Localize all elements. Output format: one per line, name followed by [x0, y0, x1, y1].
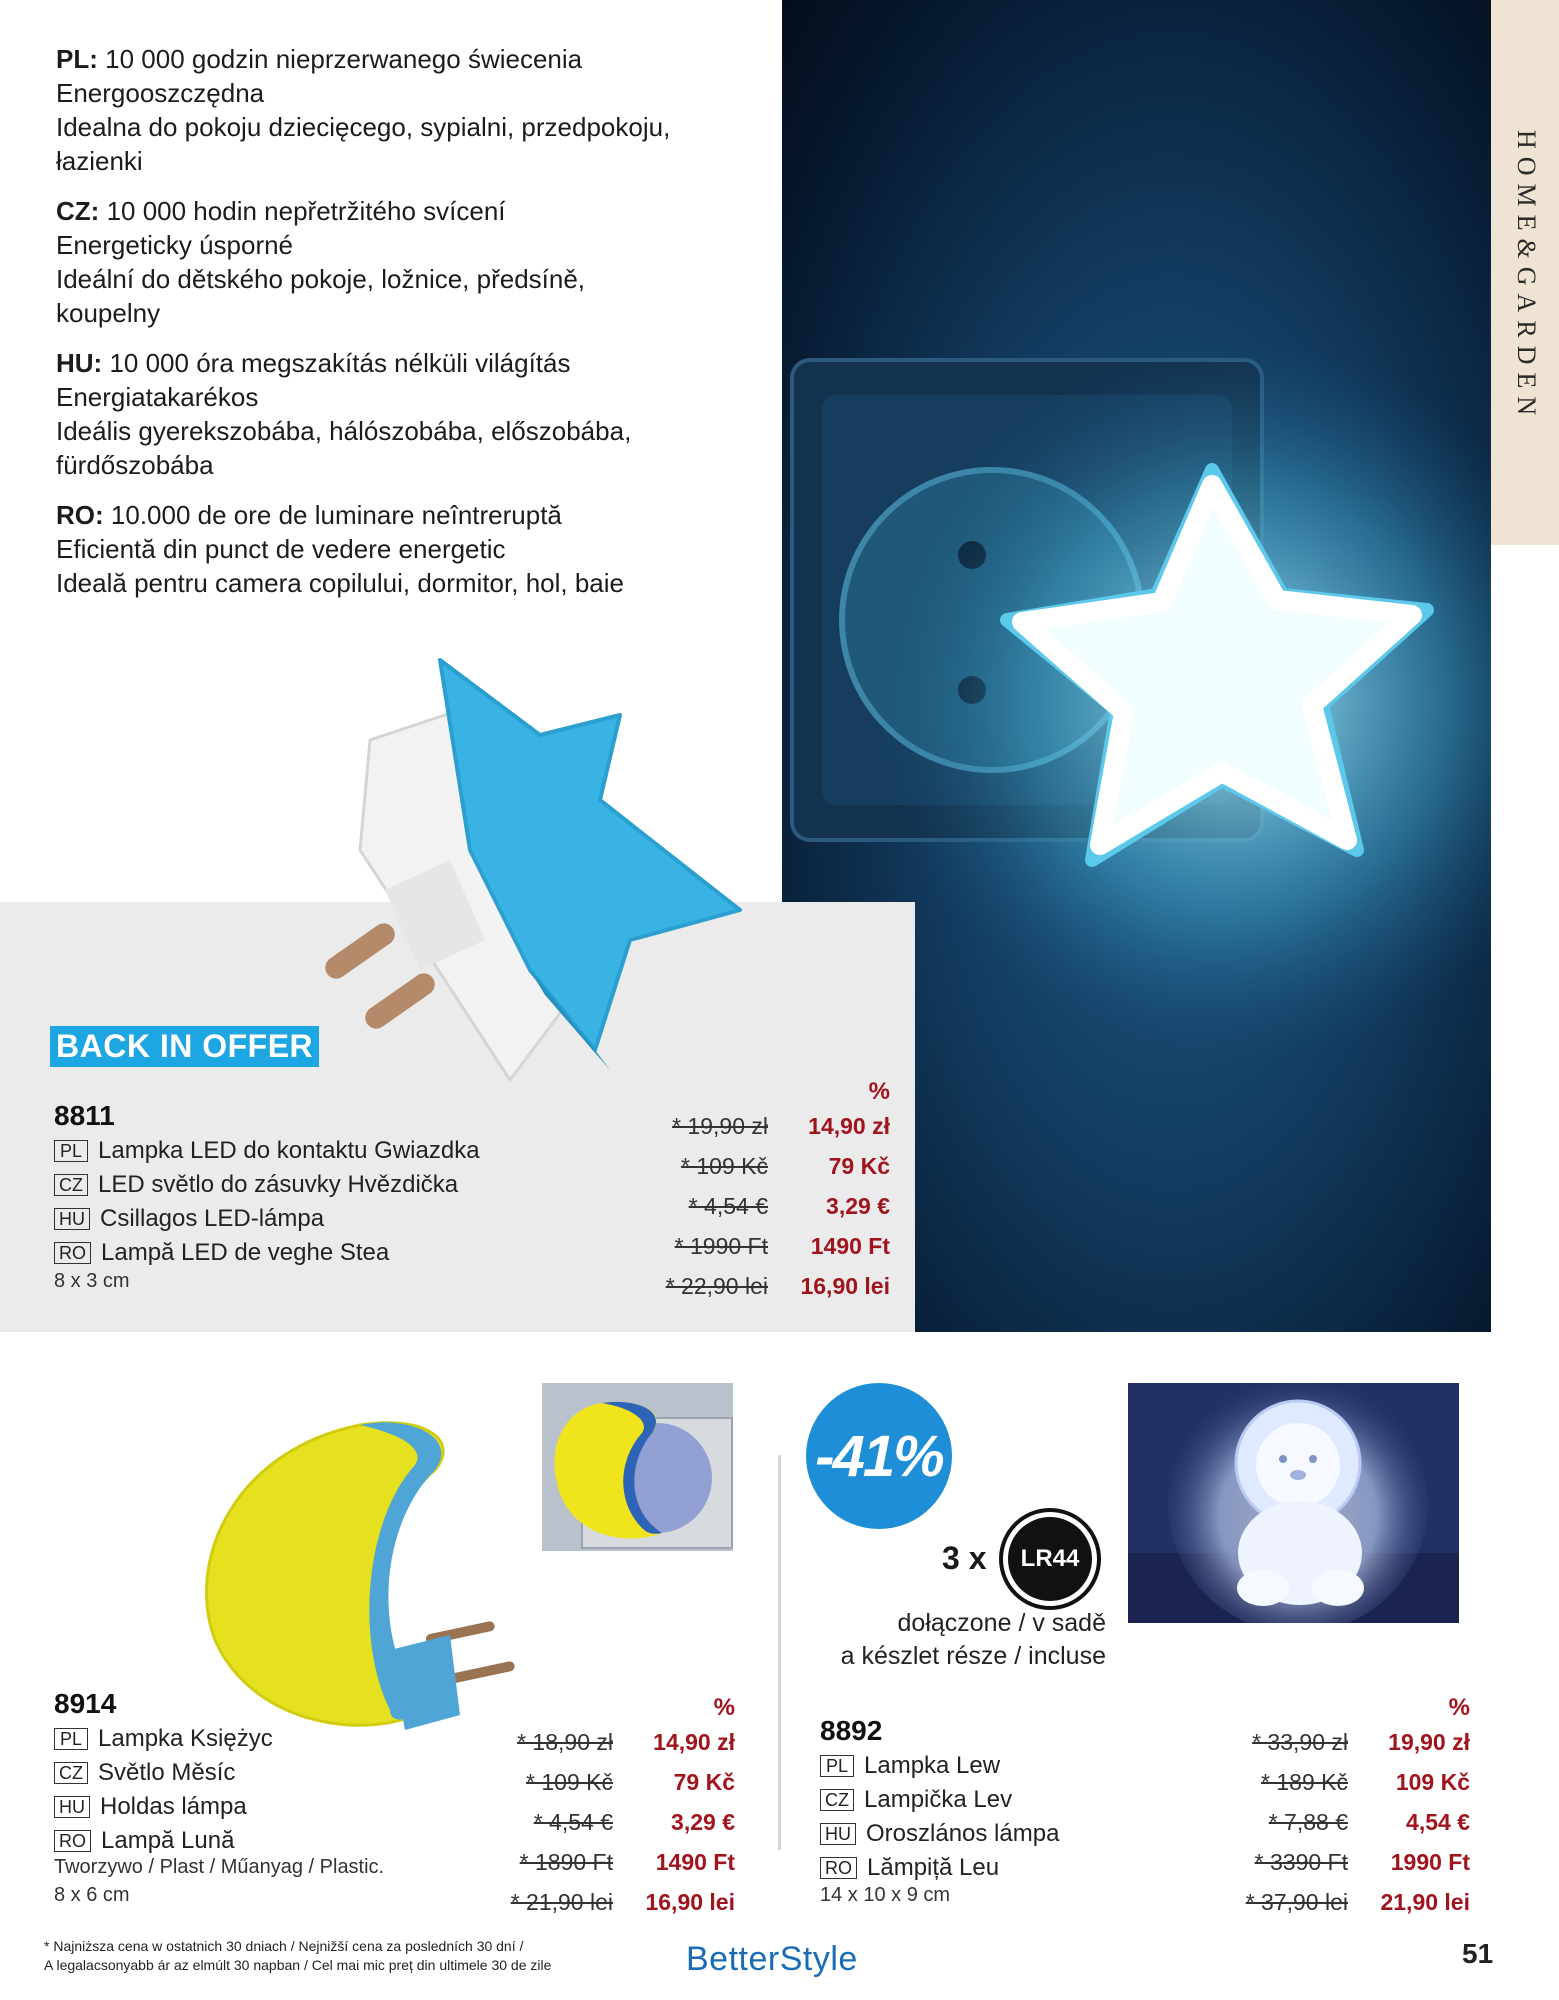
old-price: * 4,54 € — [533, 1809, 613, 1835]
product-code: 8811 — [54, 1100, 115, 1131]
price-row — [465, 1842, 735, 1882]
old-price: * 37,90 lei — [1245, 1889, 1348, 1915]
lang-box-hu: HU — [54, 1796, 90, 1818]
new-price: 14,90 zł — [653, 1729, 735, 1755]
price-row — [620, 1266, 890, 1306]
price-row — [465, 1722, 735, 1762]
lang-box-ro: RO — [54, 1242, 91, 1264]
description-line: 10.000 de ore de luminare neîntreruptă — [110, 500, 562, 530]
price-row — [465, 1802, 735, 1842]
lang-box-hu: HU — [820, 1823, 856, 1845]
product-name: Oroszlános lámpa — [866, 1820, 1060, 1847]
description-line: Energooszczędna — [56, 78, 265, 108]
price-row — [1200, 1762, 1470, 1802]
product-dimensions: 14 x 10 x 9 cm — [820, 1884, 951, 1906]
battery-note — [820, 1607, 1106, 1673]
description-line: Energiatakarékos — [56, 382, 259, 412]
moon-lamp-in-socket-illustration — [542, 1383, 733, 1551]
new-price: 1490 Ft — [655, 1849, 735, 1875]
product-name: Lampă Lună — [101, 1827, 235, 1854]
product-name: Holdas lámpa — [100, 1793, 247, 1820]
product-name: Csillagos LED-lámpa — [100, 1205, 325, 1232]
product-name-row — [54, 1202, 480, 1236]
old-price: * 1890 Ft — [519, 1849, 613, 1875]
new-price: 16,90 lei — [645, 1889, 735, 1915]
description-line: Idealna do pokoju dziecięcego, sypialni, przedpokoju, łazienki — [56, 112, 671, 176]
product-name: Lampka LED do kontaktu Gwiazdka — [98, 1137, 480, 1164]
product-names — [54, 1722, 273, 1858]
old-price: * 1990 Ft — [674, 1233, 768, 1259]
price-table — [620, 1078, 890, 1306]
lang-label-hu: HU: — [56, 348, 103, 378]
product-name: Lampka Lew — [864, 1752, 1001, 1779]
old-price: * 189 Kč — [1261, 1769, 1348, 1795]
price-row — [465, 1882, 735, 1922]
lang-box-ro: RO — [54, 1830, 91, 1852]
old-price: * 109 Kč — [526, 1769, 613, 1795]
price-row — [620, 1186, 890, 1226]
product-description — [56, 42, 696, 616]
column-divider — [778, 1455, 781, 1850]
description-line: Eficientă din punct de vedere energetic — [56, 534, 506, 564]
description-line: 10 000 hodin nepřetržitého svícení — [106, 196, 506, 226]
old-price: * 7,88 € — [1268, 1809, 1348, 1835]
price-row — [1200, 1882, 1470, 1922]
product-name-row — [54, 1134, 480, 1168]
new-price: 79 Kč — [673, 1769, 735, 1795]
product-name-row — [820, 1851, 1059, 1885]
star-lamp-product-image — [300, 640, 770, 1110]
new-price: 3,29 € — [826, 1193, 890, 1219]
battery-note-line: a készlet része / incluse — [840, 1642, 1106, 1670]
description-line: Ideală pentru camera copilului, dormitor, hol, baie — [56, 568, 624, 598]
battery-icon — [1003, 1512, 1097, 1606]
brand-logo: BetterStyle — [686, 1940, 858, 1978]
new-price: 21,90 lei — [1380, 1889, 1470, 1915]
old-price: * 19,90 zł — [672, 1113, 768, 1139]
lang-box-cz: CZ — [820, 1789, 854, 1811]
price-table — [465, 1694, 735, 1922]
lion-lamp-illustration — [1128, 1383, 1459, 1623]
old-price: * 21,90 lei — [510, 1889, 613, 1915]
price-row — [1200, 1802, 1470, 1842]
product-name-row — [54, 1168, 480, 1202]
lang-box-ro: RO — [820, 1857, 857, 1879]
description-line: 10 000 óra megszakítás nélküli világítás — [109, 348, 571, 378]
footnote-line: * Najniższa cena w ostatnich 30 dniach / Nejnižší cena za posledních 30 dní / — [44, 1938, 524, 1954]
back-in-offer-badge: BACK IN OFFER — [50, 1026, 319, 1067]
price-row — [1200, 1722, 1470, 1762]
old-price: * 109 Kč — [681, 1153, 768, 1179]
page-number: 51 — [1462, 1938, 1494, 1969]
lang-box-hu: HU — [54, 1208, 90, 1230]
category-side-tab — [1491, 0, 1559, 545]
product-name: Lampka Księżyc — [98, 1725, 273, 1752]
lang-box-cz: CZ — [54, 1762, 88, 1784]
price-row — [620, 1106, 890, 1146]
price-row — [620, 1226, 890, 1266]
product-name: Světlo Měsíc — [98, 1759, 236, 1786]
lang-box-cz: CZ — [54, 1174, 88, 1196]
footnote-line: A legalacsonyabb ár az elmúlt 30 napban / Cel mai mic preț din ultimele 30 de zile — [44, 1957, 552, 1973]
battery-quantity: 3 x — [942, 1540, 987, 1576]
new-price: 1990 Ft — [1390, 1849, 1470, 1875]
description-line: 10 000 godzin nieprzerwanego świecenia — [105, 44, 583, 74]
product-name-row — [54, 1236, 480, 1270]
product-name-row — [820, 1749, 1059, 1783]
old-price: * 3390 Ft — [1254, 1849, 1348, 1875]
price-footnote — [44, 1937, 551, 1975]
lang-label-ro: RO: — [56, 500, 104, 530]
new-price: 16,90 lei — [800, 1273, 890, 1299]
product-name-row — [54, 1756, 273, 1790]
product-name: Lampă LED de veghe Stea — [101, 1239, 390, 1266]
new-price: 3,29 € — [671, 1809, 735, 1835]
price-row — [465, 1762, 735, 1802]
battery-note-line: dołączone / v sadě — [897, 1609, 1106, 1637]
old-price: * 22,90 lei — [665, 1273, 768, 1299]
price-row — [620, 1146, 890, 1186]
product-name-row — [54, 1824, 273, 1858]
product-name: Lămpiță Leu — [867, 1854, 1000, 1881]
product-names — [54, 1134, 480, 1270]
description-line: Energeticky úsporné — [56, 230, 294, 260]
lang-label-pl: PL: — [56, 44, 98, 74]
product-name: LED světlo do zásuvky Hvězdička — [98, 1171, 459, 1198]
description-hu — [56, 346, 696, 482]
percent-header: % — [868, 1078, 890, 1105]
moon-lamp-photo — [542, 1383, 733, 1551]
lang-box-pl: PL — [54, 1728, 88, 1750]
product-name-row — [54, 1722, 273, 1756]
percent-header: % — [713, 1694, 735, 1721]
product-names — [820, 1749, 1059, 1885]
old-price: * 18,90 zł — [517, 1729, 613, 1755]
product-code: 8892 — [820, 1715, 883, 1746]
price-row — [1200, 1842, 1470, 1882]
lang-box-pl: PL — [820, 1755, 854, 1777]
new-price: 19,90 zł — [1388, 1729, 1470, 1755]
product-material: Tworzywo / Plast / Műanyag / Plastic. — [54, 1856, 385, 1878]
battery-type: LR44 — [1020, 1545, 1080, 1572]
price-table — [1200, 1694, 1470, 1922]
product-code: 8914 — [54, 1688, 117, 1719]
description-line: Ideális gyerekszobába, hálószobába, előszobába, fürdőszobába — [56, 416, 632, 480]
percent-header: % — [1448, 1694, 1470, 1721]
new-price: 79 Kč — [828, 1153, 890, 1179]
product-name-row — [820, 1817, 1059, 1851]
lang-label-cz: CZ: — [56, 196, 100, 226]
category-label: HOME&GARDEN — [1512, 130, 1541, 424]
new-price: 109 Kč — [1395, 1769, 1470, 1795]
description-pl — [56, 42, 696, 178]
new-price: 4,54 € — [1406, 1809, 1470, 1835]
product-name-row — [820, 1783, 1059, 1817]
description-cz — [56, 194, 696, 330]
new-price: 14,90 zł — [808, 1113, 890, 1139]
new-price: 1490 Ft — [810, 1233, 890, 1259]
old-price: * 33,90 zł — [1252, 1729, 1348, 1755]
description-ro — [56, 498, 696, 600]
product-dimensions: 8 x 3 cm — [54, 1270, 130, 1292]
lion-lamp-photo — [1128, 1383, 1459, 1623]
lang-box-pl: PL — [54, 1140, 88, 1162]
product-name: Lampička Lev — [864, 1786, 1013, 1813]
description-line: Ideální do dětského pokoje, ložnice, předsíně, koupelny — [56, 264, 586, 328]
product-dimensions: 8 x 6 cm — [54, 1884, 130, 1906]
discount-badge: -41% — [806, 1383, 952, 1529]
product-name-row — [54, 1790, 273, 1824]
old-price: * 4,54 € — [688, 1193, 768, 1219]
